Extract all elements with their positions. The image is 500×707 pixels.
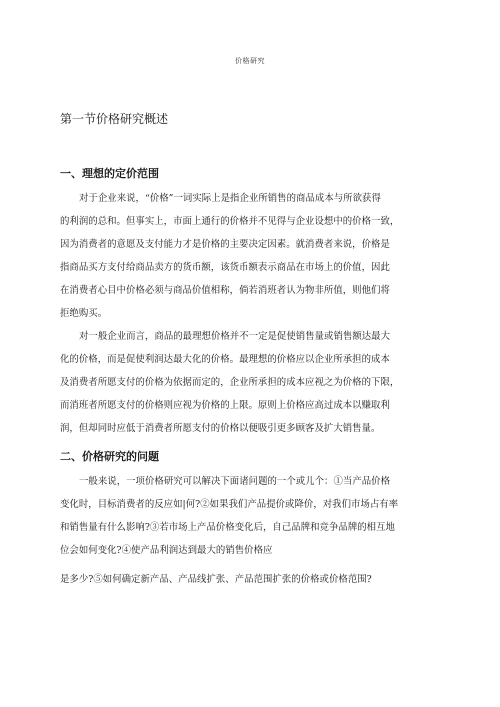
paragraph-ideal-price	[60, 325, 444, 440]
text-line: 一般来说，一项价格研究可以解决下面诸问题的一个或儿个：①当产品价格	[79, 476, 391, 487]
document-body	[60, 110, 444, 591]
text-line: 拒绝购买。	[60, 308, 108, 319]
text-line: 润，但却同时应低于消费者所愿支付的价格以便吸引更多顾客及扩大销售量。	[60, 423, 381, 434]
subheading-price-research-questions: 二、价格研究的问题	[60, 450, 159, 463]
text-line: 及消费者所愿支付的价格为依据而定的，企业所承担的成本应视之为价格的下限，	[60, 377, 400, 388]
paragraph-research-questions	[60, 470, 444, 591]
text-line: 位会如何变化?④使产品利润达到最大的销售价格应	[60, 545, 273, 556]
section-title: 第一节价格研究概述	[60, 112, 169, 126]
text-line: 对一般企业而言，商品的最理想价格并不一定是促使销售量或销售额达最大	[79, 331, 391, 342]
text-line: 变化时，目标消费者的反应如|何?②如果我们产品提价或降价，对我们市场占有率	[60, 499, 399, 510]
text-line: 的利润的总和。但事实上，市面上通行的价格并不见得与企业设想中的价格一致，	[60, 216, 400, 227]
running-header: 价格研究	[235, 57, 265, 65]
text-line: 在消费者心目中价格必须与商品价值相称，倘若消班者认为物非所值，则他们将	[60, 285, 390, 296]
paragraph-price-definition	[60, 187, 444, 325]
text-line: 而消班者所愿支付的价格则应视为价格的上限。原则上价格应高过成本以赚取利	[60, 400, 390, 411]
text-line: 化的价格，而是促使利润达最大化的价格。最理想的价格应以企业所承担的成本	[60, 354, 390, 365]
text-line: 和销售量有什么影响?③若市场上产品价格变化后，自己品牌和竞争品牌的相互地	[60, 522, 395, 533]
text-line: 是多少?⑤如何确定新产品、产品线扩张、产品范围扩张的价格或价格范围?	[60, 574, 372, 585]
subheading-ideal-pricing-range: 一、理想的定价范围	[60, 167, 159, 180]
text-line: 指商品买方支付给商品卖方的货币额，该货币额表示商品在市场上的价值，因此	[60, 262, 390, 273]
text-line: 对于企业来说，“价格”一词实际上是指企业所销售的商品成本与所欲获得	[79, 193, 381, 204]
text-line: 因为消费者的意愿及支付能力才是价格的主要决定因素。就消费者来说，价格是	[60, 239, 390, 250]
